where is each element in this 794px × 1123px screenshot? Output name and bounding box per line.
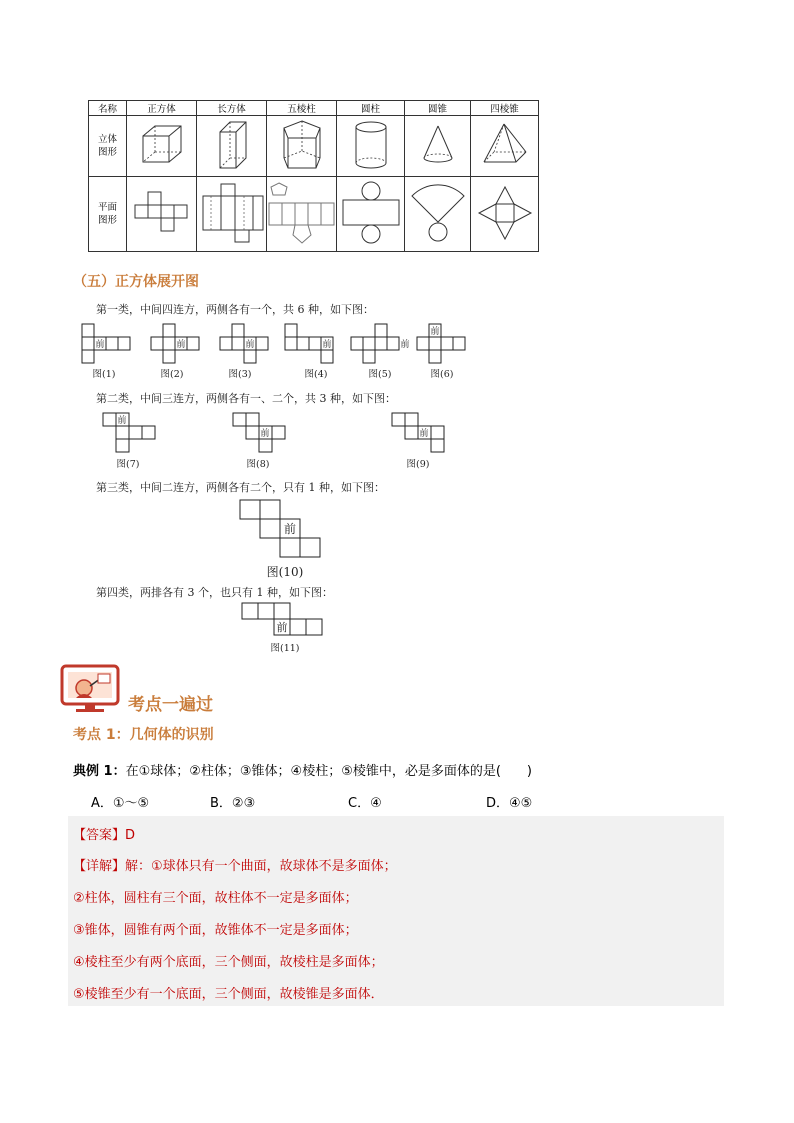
category-4-text: 第四类，两排各有 3 个，也只有 1 种，如下图： <box>96 586 333 599</box>
cone-net-drawing <box>408 180 468 246</box>
row-label-line: 图形 <box>97 147 117 158</box>
category-2-text: 第二类，中间三连方，两侧各有一、二个，共 3 种，如下图： <box>96 392 396 405</box>
category-2-nets <box>100 411 450 457</box>
front-label: 前 <box>117 416 127 426</box>
header-cell: 正方体 <box>127 101 197 116</box>
option-c: C．④ <box>348 796 382 811</box>
cone-drawing <box>418 120 458 170</box>
cone-solid-figure <box>405 116 471 177</box>
detail-line: ③锥体，圆锥有两个面，故锥体不一定是多面体； <box>73 923 358 938</box>
pentagonal-prism-net-figure <box>267 177 337 252</box>
figure-caption: 图(9) <box>406 459 430 470</box>
category-1-nets <box>80 322 480 368</box>
figure-caption: 图(11) <box>270 643 300 654</box>
front-label: 前 <box>245 340 255 350</box>
cuboid-solid-figure <box>197 116 267 177</box>
category-3-text: 第三类，中间二连方，两侧各有二个，只有 1 种，如下图： <box>96 481 385 494</box>
detail-line <box>73 855 397 874</box>
header-cell: 名称 <box>89 101 127 116</box>
option-b: B．②③ <box>210 796 256 811</box>
option-d: D．④⑤ <box>486 796 533 811</box>
row-label-net <box>89 177 127 252</box>
detail-label: 【详解】 <box>73 859 126 874</box>
detail-line: ④棱柱至少有两个底面，三个侧面，故棱柱是多面体； <box>73 955 384 970</box>
pentagonal-prism-drawing <box>278 118 326 172</box>
square-pyramid-solid-figure <box>471 116 539 177</box>
table-header-row <box>89 101 539 116</box>
pyramid-drawing <box>480 120 530 170</box>
front-label: 前 <box>322 340 332 350</box>
option-a: A．①～⑤ <box>91 796 150 811</box>
front-label: 前 <box>276 621 288 634</box>
detail-line: ②柱体，圆柱有三个面，故柱体不一定是多面体； <box>73 891 358 906</box>
example-question <box>73 760 532 779</box>
kaodian-subtitle: 考点 1：几何体的识别 <box>73 727 214 743</box>
cylinder-drawing <box>351 118 391 172</box>
row-label-line: 平面 <box>97 202 117 213</box>
figure-caption: 图(3) <box>228 369 252 380</box>
row-label-solid <box>89 116 127 177</box>
cylinder-solid-figure <box>337 116 405 177</box>
header-cell: 五棱柱 <box>267 101 337 116</box>
front-label: 前 <box>419 429 429 439</box>
cuboid-net-figure <box>197 177 267 252</box>
front-label: 前 <box>283 522 297 536</box>
prism-net-drawing <box>267 181 337 245</box>
header-cell: 圆锥 <box>405 101 471 116</box>
monitor-teacher-icon <box>60 664 122 714</box>
answer-label: 【答案】 <box>73 828 126 843</box>
row-label-line: 立体 <box>97 134 117 145</box>
header-cell: 圆柱 <box>337 101 405 116</box>
cube-net-drawing <box>132 188 192 238</box>
cylinder-net-drawing <box>339 180 403 246</box>
front-label: 前 <box>260 429 270 439</box>
answer-panel <box>68 816 724 1006</box>
kaodian-title: 考点一遍过 <box>128 695 213 715</box>
figure-caption: 图(2) <box>160 369 184 380</box>
cube-solid-drawing <box>137 120 187 170</box>
cylinder-net-figure <box>337 177 405 252</box>
answer-value: D <box>125 828 136 843</box>
figure-caption: 图(10) <box>266 565 304 579</box>
front-label: 前 <box>430 327 440 337</box>
pyramid-net-drawing <box>475 183 535 243</box>
figure-caption: 图(6) <box>430 369 454 380</box>
table-row-solids <box>89 116 539 177</box>
cube-solid-figure <box>127 116 197 177</box>
header-cell: 长方体 <box>197 101 267 116</box>
header-cell: 四棱锥 <box>471 101 539 116</box>
category-1-text: 第一类，中间四连方，两侧各有一个，共 6 种，如下图： <box>96 303 374 316</box>
pyramid-net-figure <box>471 177 539 252</box>
pentagonal-prism-solid-figure <box>267 116 337 177</box>
answer-line <box>73 824 135 843</box>
cone-net-figure <box>405 177 471 252</box>
solids-table <box>88 100 539 252</box>
table-row-nets <box>89 177 539 252</box>
category-4-net <box>240 601 326 637</box>
cuboid-solid-drawing <box>212 118 252 172</box>
row-label-line: 图形 <box>97 215 117 226</box>
figure-caption: 图(4) <box>304 369 328 380</box>
section-title: （五）正方体展开图 <box>73 274 199 290</box>
front-label: 前 <box>176 340 186 350</box>
figure-caption: 图(7) <box>116 459 140 470</box>
figure-caption: 图(8) <box>246 459 270 470</box>
category-3-net <box>238 498 322 560</box>
cube-net-figure <box>127 177 197 252</box>
figure-caption: 图(5) <box>368 369 392 380</box>
cuboid-net-drawing <box>199 182 265 244</box>
example-question-text: 在①球体；②柱体；③锥体；④棱柱；⑤棱锥中，必是多面体的是( ) <box>125 764 532 779</box>
front-label: 前 <box>95 340 105 350</box>
detail-text: 解：①球体只有一个曲面，故球体不是多面体； <box>125 859 397 874</box>
example-label: 典例 1： <box>73 764 126 779</box>
detail-line: ⑤棱锥至少有一个底面，三个侧面，故棱锥是多面体． <box>73 987 384 1002</box>
front-label: 前 <box>400 340 410 350</box>
figure-caption: 图(1) <box>92 369 116 380</box>
